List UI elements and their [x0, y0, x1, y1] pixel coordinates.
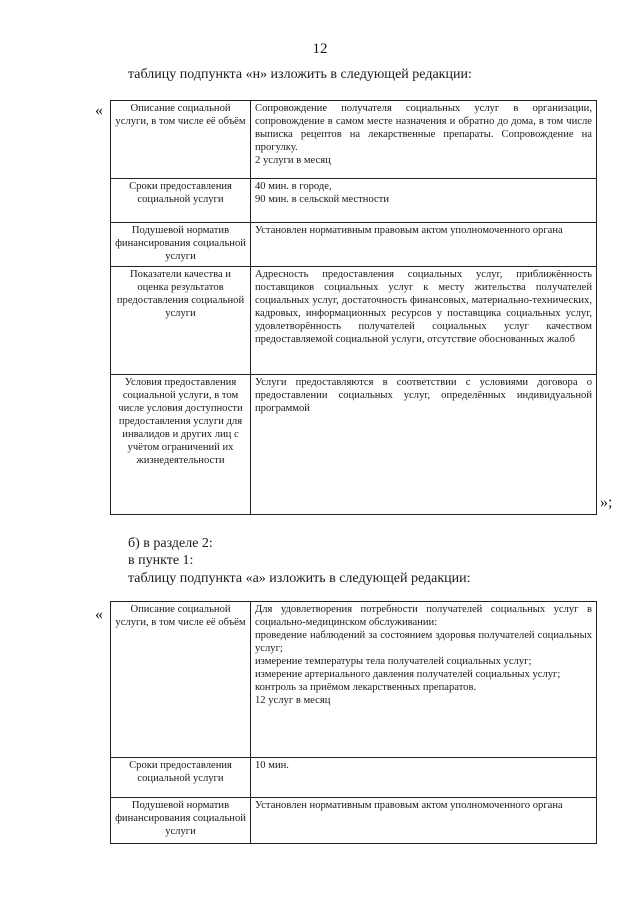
- row-description: [251, 101, 597, 179]
- row-description: [251, 758, 597, 798]
- table-row: [111, 179, 597, 223]
- row-description: [251, 223, 597, 267]
- intro-text-n: таблицу подпункта «н» изложить в следующей редакции:: [128, 67, 472, 82]
- table-row: [111, 267, 597, 375]
- table-row: [111, 758, 597, 798]
- table-row: [111, 223, 597, 267]
- description-line: Сопровождение получателя социальных услуг в организации, сопровождение в самом месте назначения и обратно до дома, в том числе выписка рецептов на лекарственные препараты. Сопровождение на прогулку.: [255, 103, 592, 153]
- page-number: 12: [312, 41, 328, 57]
- row-label: Сроки предоставления социальной услуги: [111, 179, 251, 223]
- row-label: Сроки предоставления социальной услуги: [111, 758, 251, 798]
- intro-text-a: таблицу подпункта «а» изложить в следующей редакции:: [128, 571, 471, 586]
- description-line: измерение температуры тела получателей социальных услуг;: [255, 656, 532, 667]
- close-quote-1: »;: [600, 494, 613, 511]
- row-description: [251, 179, 597, 223]
- description-line: измерение артериального давления получателей социальных услуг;: [255, 669, 561, 680]
- row-label: Условия предоставления социальной услуги, в том числе условия доступности предоставления услуги для инвалидов и других лиц с учётом ограничений их жизнедеятельности: [111, 375, 251, 515]
- item-1-text: в пункте 1:: [128, 553, 194, 568]
- section-b-heading: б) в разделе 2:: [128, 536, 213, 551]
- row-description: [251, 375, 597, 515]
- description-line: 12 услуг в месяц: [255, 695, 331, 706]
- description-line: 10 мин.: [255, 760, 289, 771]
- row-label: Описание социальной услуги, в том числе её объём: [111, 101, 251, 179]
- description-line: Установлен нормативным правовым актом уполномоченного органа: [255, 800, 563, 811]
- row-description: [251, 798, 597, 844]
- row-label: Показатели качества и оценка результатов предоставления социальной услуги: [111, 267, 251, 375]
- row-description: [251, 267, 597, 375]
- table-row: [111, 101, 597, 179]
- open-quote-1: «: [95, 102, 103, 119]
- row-label: Подушевой норматив финансирования социальной услуги: [111, 223, 251, 267]
- row-label: Описание социальной услуги, в том числе её объём: [111, 602, 251, 758]
- description-line: 90 мин. в сельской местности: [255, 194, 390, 205]
- service-table-1: [110, 100, 597, 515]
- description-line: Установлен нормативным правовым актом уполномоченного органа: [255, 225, 563, 236]
- description-line: 2 услуги в месяц: [255, 155, 331, 166]
- description-line: Услуги предоставляются в соответствии с условиями договора о предоставлении социальных услуг, определённых индивидуальной программой: [255, 377, 592, 414]
- row-description: [251, 602, 597, 758]
- table-row: [111, 798, 597, 844]
- service-table-2: [110, 601, 597, 844]
- description-line: Адресность предоставления социальных услуг, приближённость поставщиков социальных услуг к месту жительства получателей социальных услуг, достаточность финансовых, материально-технических, кадровых, информационных ресурсов у поставщика социальных услуг, удовлетворённость получателей социальных услуг качеством предоставляемой социальной услуги, отсутствие обоснованных жалоб: [255, 269, 592, 345]
- table-row: [111, 375, 597, 515]
- row-label: Подушевой норматив финансирования социальной услуги: [111, 798, 251, 844]
- description-line: 40 мин. в городе,: [255, 181, 332, 192]
- description-line: Для удовлетворения потребности получателей социальных услуг в социально-медицинском обслуживании:: [255, 604, 592, 628]
- description-line: проведение наблюдений за состоянием здоровья получателей социальных услуг;: [255, 630, 592, 654]
- table-row: [111, 602, 597, 758]
- description-line: контроль за приёмом лекарственных препаратов.: [255, 682, 477, 693]
- open-quote-2: «: [95, 606, 103, 623]
